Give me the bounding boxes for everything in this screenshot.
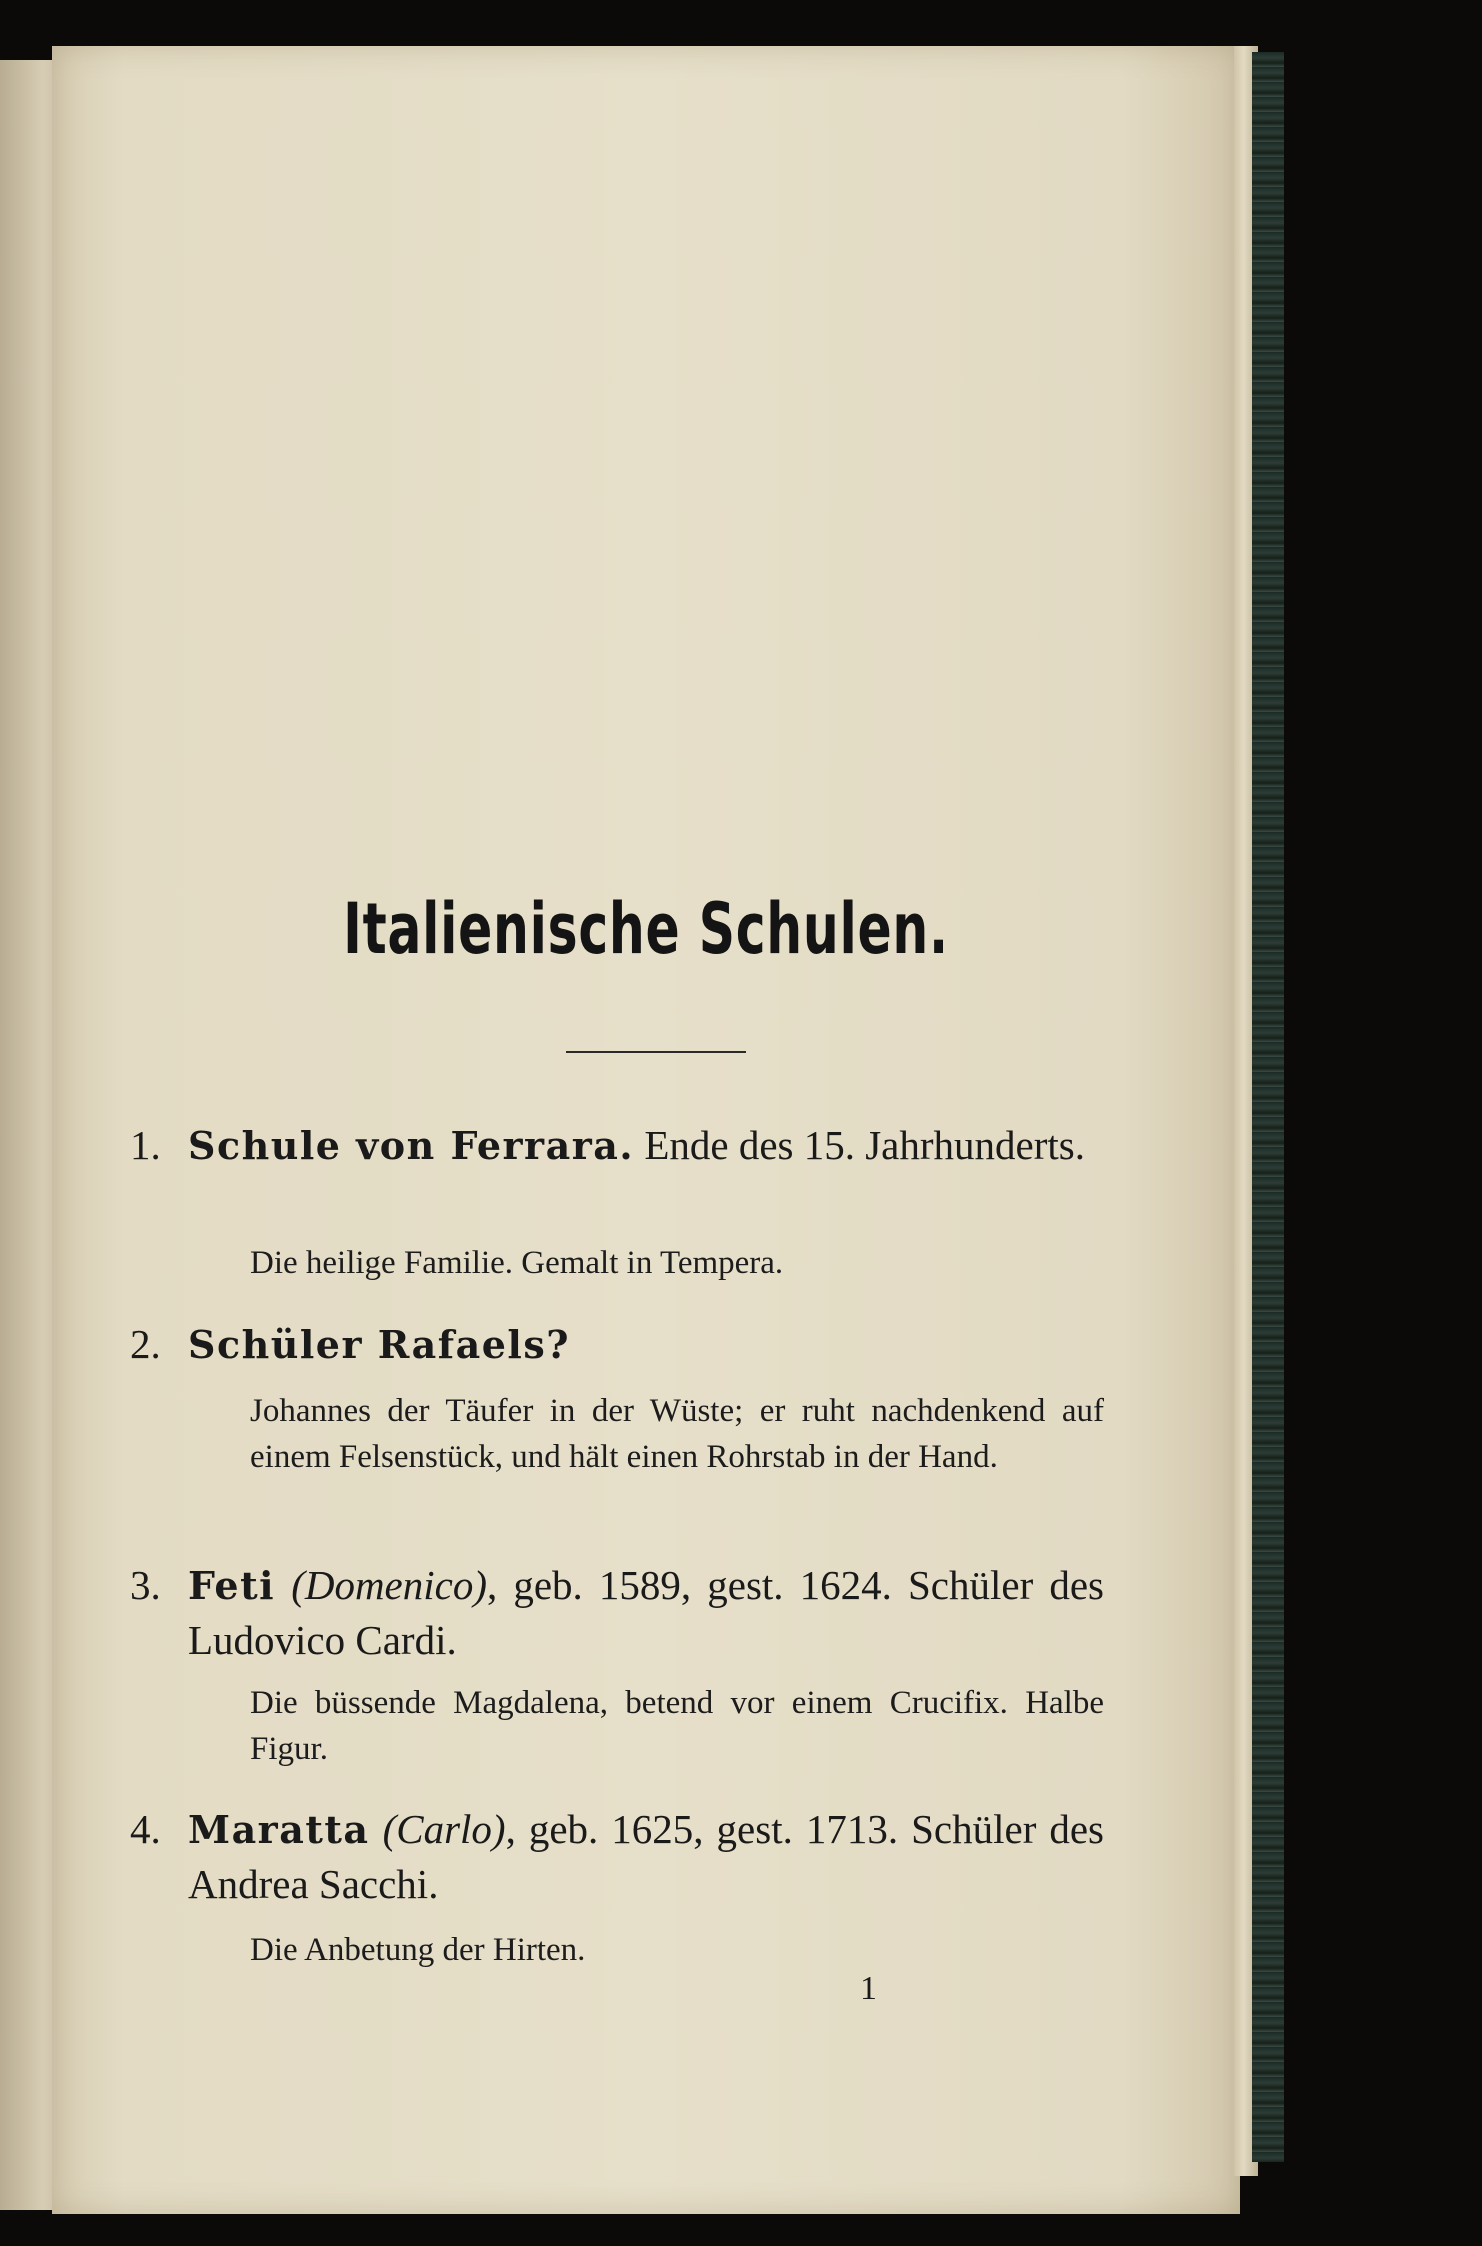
- title-rule: [566, 1051, 746, 1053]
- artist-name: Schule von Ferrara.: [188, 1123, 635, 1168]
- entry-4-heading: [130, 1802, 1105, 1911]
- artist-given-name: (Domenico): [291, 1562, 487, 1608]
- entry-number: 1.: [130, 1122, 161, 1168]
- entry-number: 3.: [130, 1562, 161, 1608]
- entry-3-description: Die büssende Magdalena, betend vor einem Crucifix. Halbe Figur.: [250, 1685, 1104, 1767]
- artist-name: Feti: [188, 1563, 276, 1608]
- entry-2-description: Johannes der Täufer in der Wüste; er ruht nachdenkend auf einem Felsenstück, und hält einen Rohrstab in der Hand.: [250, 1393, 1104, 1475]
- entry-2-heading: [130, 1317, 1104, 1372]
- artist-name: Schüler Rafaels?: [188, 1322, 571, 1367]
- entry-details: Ende des 15. Jahrhunderts.: [634, 1122, 1085, 1168]
- entry-number: 2.: [130, 1321, 161, 1367]
- entry-1-heading: [130, 1118, 1104, 1173]
- artist-name: Maratta: [188, 1807, 370, 1852]
- entry-details: , geb. 1625, gest. 1713. Schüler des Andrea Sacchi.: [188, 1806, 1105, 1907]
- entry-number: 4.: [130, 1806, 161, 1852]
- entry-1-description: Die heilige Familie. Gemalt in Tempera.: [250, 1245, 784, 1281]
- artist-given-name: (Carlo): [382, 1806, 506, 1852]
- book-spine: [1252, 52, 1284, 2162]
- entry-3-heading: [130, 1558, 1105, 1667]
- entry-details: , geb. 1589, gest. 1624. Schüler des Ludovico Cardi.: [188, 1562, 1105, 1663]
- page-number: 1: [860, 1970, 877, 2007]
- entry-4-description: Die Anbetung der Hirten.: [250, 1932, 586, 1968]
- page-title: Italienische Schulen.: [343, 888, 949, 970]
